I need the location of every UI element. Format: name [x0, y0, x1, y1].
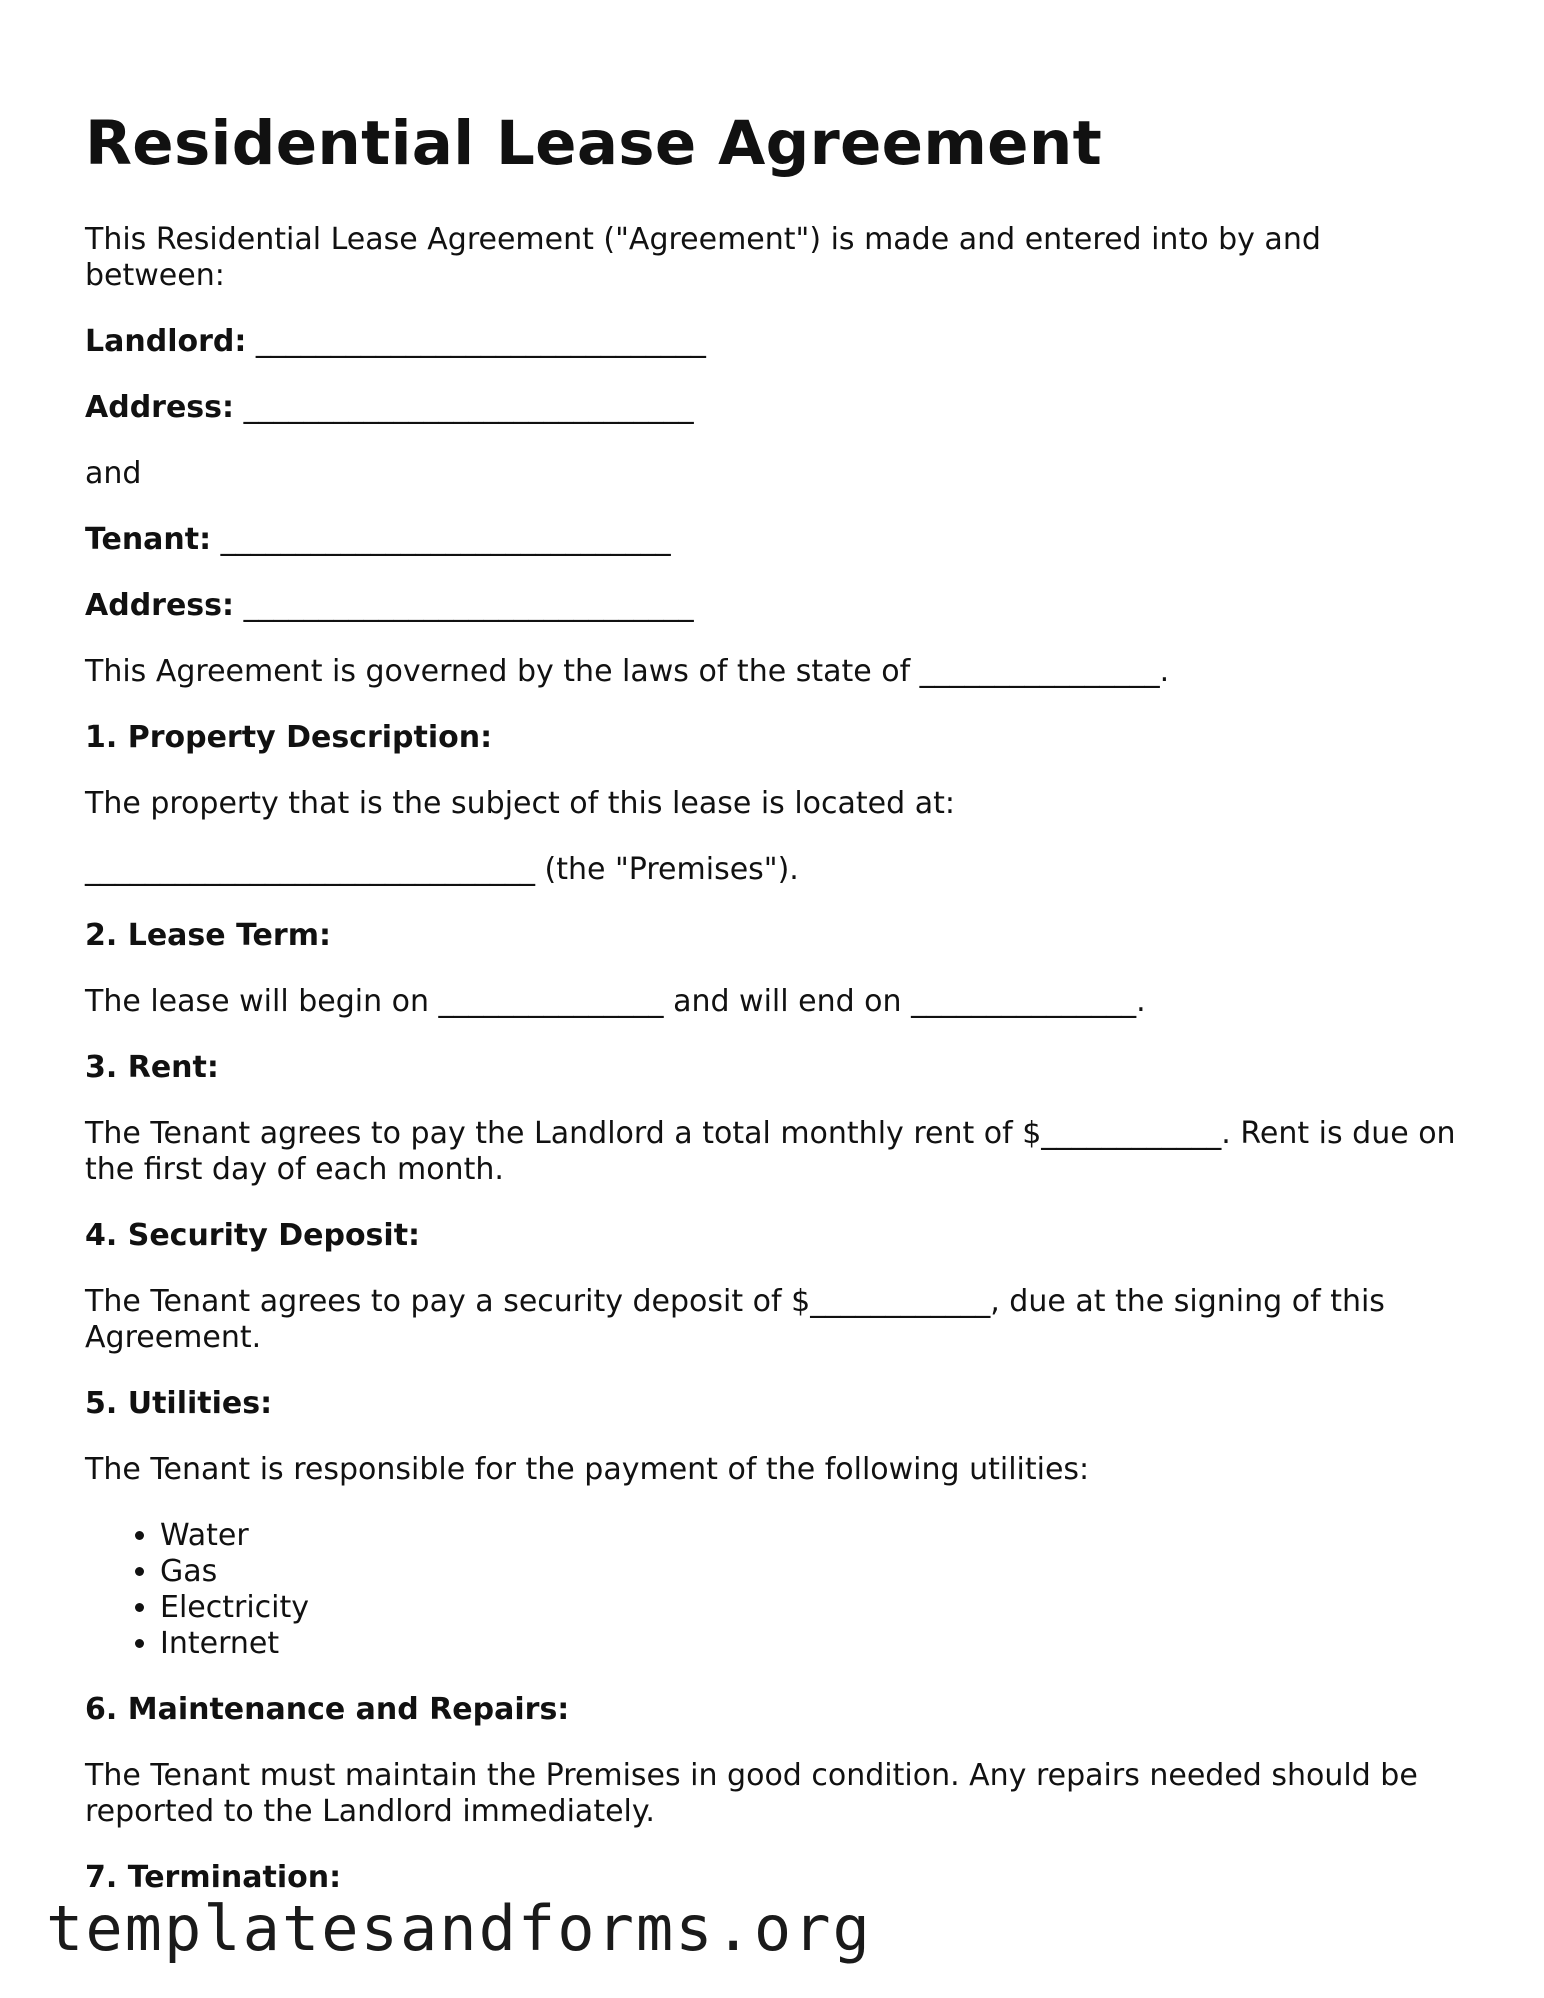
- intro-paragraph: This Residential Lease Agreement ("Agreement") is made and entered into by and between:: [85, 222, 1321, 293]
- list-item: • Internet: [160, 1626, 1465, 1662]
- tenant-blank: ______________________________: [220, 522, 671, 557]
- tenant-line: [85, 522, 1465, 558]
- governing-law-paragraph: This Agreement is governed by the laws of the state of ________________.: [85, 654, 1170, 689]
- utilities-list: [85, 1518, 1465, 1662]
- section-heading: 2. Lease Term:: [85, 918, 331, 953]
- tenant-address-label: Address:: [85, 588, 235, 623]
- section-heading: 3. Rent:: [85, 1050, 219, 1085]
- landlord-line: [85, 324, 1465, 360]
- and-text: and: [85, 456, 142, 491]
- list-item: • Water: [160, 1518, 1465, 1554]
- list-item: • Electricity: [160, 1590, 1465, 1626]
- section-heading: 1. Property Description:: [85, 720, 493, 755]
- watermark-text: templatesandforms.org: [46, 1892, 872, 1965]
- tenant-address-blank: ______________________________: [243, 588, 694, 623]
- section-heading: 6. Maintenance and Repairs:: [85, 1692, 570, 1727]
- landlord-address-label: Address:: [85, 390, 235, 425]
- section-text: The lease will begin on _______________ and will end on _______________.: [85, 984, 1146, 1019]
- landlord-address-blank: ______________________________: [243, 390, 694, 425]
- section-heading: 5. Utilities:: [85, 1386, 273, 1421]
- document-title: Residential Lease Agreement: [85, 108, 1103, 179]
- list-item: • Gas: [160, 1554, 1465, 1590]
- section-text: The Tenant must maintain the Premises in good condition. Any repairs needed should be reported to the Landlord immediately.: [85, 1758, 1418, 1829]
- landlord-label: Landlord:: [85, 324, 247, 359]
- section-text: The property that is the subject of this lease is located at:: [85, 786, 955, 821]
- section-text: The Tenant agrees to pay the Landlord a total monthly rent of $____________. Rent is due on the first day of each month.: [85, 1116, 1456, 1187]
- landlord-blank: ______________________________: [255, 324, 706, 359]
- section-heading: 4. Security Deposit:: [85, 1218, 421, 1253]
- section-heading: 7. Termination:: [85, 1860, 342, 1895]
- landlord-address-line: [85, 390, 1465, 426]
- lease-document: [85, 108, 1465, 1926]
- tenant-label: Tenant:: [85, 522, 212, 557]
- section-text: The Tenant is responsible for the payment of the following utilities:: [85, 1452, 1090, 1487]
- tenant-address-line: [85, 588, 1465, 624]
- section-text: The Tenant agrees to pay a security deposit of $____________, due at the signing of this Agreement.: [85, 1284, 1385, 1355]
- premises-line: ______________________________ (the "Premises").: [85, 852, 799, 887]
